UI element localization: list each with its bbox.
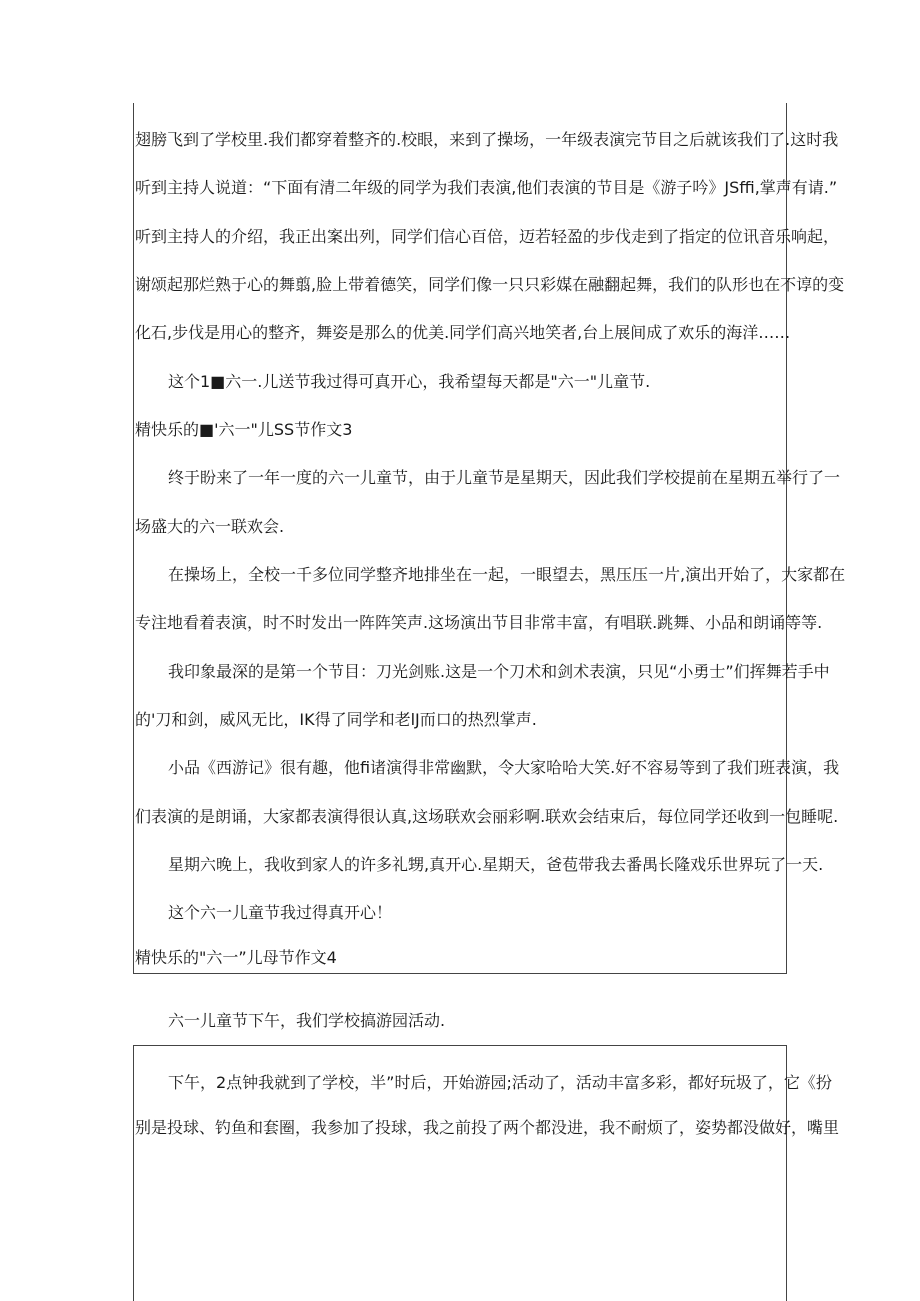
paragraph-line: 六一儿童节下午，我们学校搞游园活动. [168, 1011, 446, 1030]
paragraph-line: 终于盼来了一年一度的六一儿童节，由于儿童节是星期天，因此我们学校提前在星期五举行了一 [168, 468, 841, 487]
essay-heading: 精快乐的"六一”儿母节作文4 [135, 948, 337, 967]
paragraph-line: 下午，2点钟我就到了学校，半”时后，开始游园;活动了，活动丰富多彩，都好玩圾了，它《扮 [168, 1073, 832, 1092]
paragraph-line: 星期六晚上，我收到家人的许多礼甥,真开心.星期天，爸苞带我去番禺长隆戏乐世界玩了一天. [168, 855, 824, 874]
paragraph-line: 们表演的是朗诵，大家都表演得很认真,这场联欢会丽彩啊.联欢会结束后，每位同学还收到一包睡呢. [135, 807, 839, 826]
paragraph-line: 这个1■六一.儿送节我过得可真开心，我希望每天都是"六一"儿童节. [168, 372, 651, 391]
paragraph-line: 这个六一儿童节我过得真开心！ [168, 903, 393, 922]
paragraph-line: 的'刀和剑，威风无比，IK得了同学和老lJ而口的热烈掌声. [135, 710, 537, 729]
paragraph-line: 专注地看着表演，时不时发出一阵阵笑声.这场演出节目非常丰富，有唱联.跳舞、小品和朗诵等等. [135, 613, 823, 632]
essay-heading: 精快乐的■'六一"儿SS节作文3 [135, 420, 353, 439]
paragraph-line: 我印象最深的是第一个节目：刀光剑账.这是一个刀术和剑术表演，只见“小勇士”们挥舞若手中 [168, 662, 830, 681]
paragraph-line: 谢颂起那烂熟于心的舞翦,脸上带着德笑，同学们像一只只彩媒在融翻起舞，我们的队形也在不谆的变 [135, 275, 845, 294]
paragraph-line: 化石,步伐是用心的整齐，舞姿是那么的优美.同学们高兴地笑者,台上展间成了欢乐的海洋…… [135, 323, 791, 342]
paragraph-line: 场盛大的六一联欢会. [135, 517, 285, 536]
paragraph-line: 听到主持人说道：“下面有清二年级的同学为我们表演,他们表演的节目是《游子吟》JSffi,掌声有请.” [135, 178, 838, 197]
paragraph-line: 小品《西游记》很有趣，他fi诸演得非常幽默，令大家哈哈大笑.好不容易等到了我们班表演，我 [168, 758, 840, 777]
paragraph-line: 听到主持人的介绍，我正出案出列，同学们信心百倍，迈若轻盈的步伐走到了指定的位讯音乐响起， [135, 227, 840, 246]
paragraph-line: 别是投球、钓鱼和套圈，我参加了投球，我之前投了两个都没进，我不耐烦了，姿势都没做好，嘴里 [135, 1118, 840, 1137]
paragraph-line: 在操场上，全校一千多位同学整齐地排坐在一起，一眼望去，黑压压一片,演出开始了，大家都在 [168, 565, 846, 584]
paragraph-line: 翅膀飞到了学校里.我们都穿着整齐的.校眼，来到了操场，一年级表演完节目之后就该我们了.这时我 [135, 130, 839, 149]
